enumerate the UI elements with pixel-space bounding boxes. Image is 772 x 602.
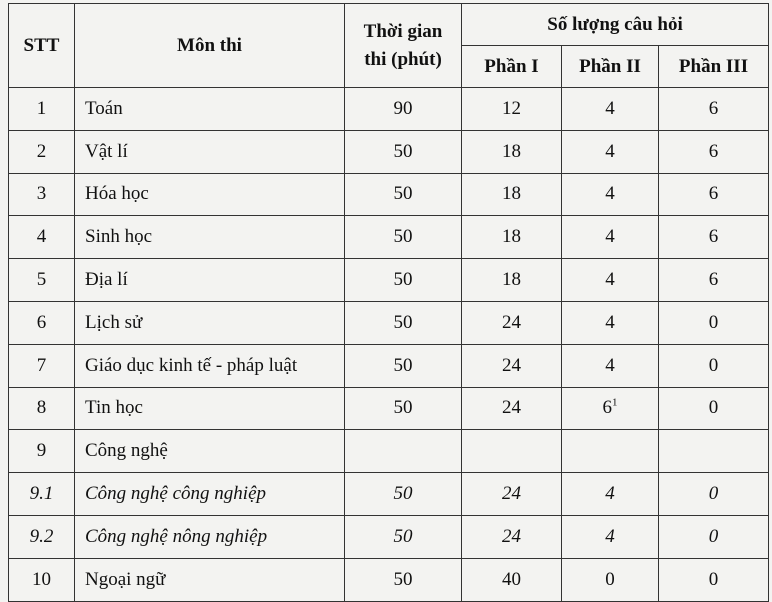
- time-cell: [345, 173, 462, 216]
- part1-cell-value: 24: [502, 311, 521, 333]
- table-row: [9, 387, 769, 430]
- time-cell: [345, 558, 462, 601]
- part2-cell: [562, 216, 659, 259]
- part3-cell: [659, 430, 769, 473]
- part1-cell-value: 24: [502, 397, 521, 419]
- part1-cell: [462, 387, 562, 430]
- part3-cell: [659, 88, 769, 131]
- part1-cell-value: 18: [502, 140, 521, 162]
- part1-cell: [462, 216, 562, 259]
- part2-cell-value: 0: [605, 568, 615, 590]
- part1-cell: [462, 301, 562, 344]
- stt-cell: [9, 216, 75, 259]
- part2-cell-value: 4: [605, 354, 615, 376]
- part1-cell: [462, 88, 562, 131]
- stt-cell-value: 10: [32, 568, 51, 590]
- time-cell-value: 50: [393, 397, 413, 419]
- subject-cell: [75, 130, 345, 173]
- table-body: [9, 88, 769, 602]
- part2-cell-value: 4: [605, 226, 615, 248]
- subject-cell-value: Toán: [85, 97, 123, 119]
- part1-cell-value: 18: [502, 226, 521, 248]
- subject-cell-value: Công nghệ nông nghiệp: [85, 525, 268, 547]
- stt-cell-value: 4: [36, 226, 47, 248]
- table-row: [9, 344, 769, 387]
- part2-cell-value: 4: [605, 269, 615, 291]
- subject-cell-value: Lịch sử: [85, 311, 143, 333]
- part3-cell-value: 0: [708, 311, 719, 333]
- stt-cell: [9, 173, 75, 216]
- subject-cell: [75, 301, 345, 344]
- stt-cell-value: 9.1: [29, 483, 54, 505]
- part1-cell-value: 24: [502, 483, 521, 505]
- part1-cell-value: 18: [502, 269, 521, 291]
- part1-cell: [462, 430, 562, 473]
- header-subject: Môn thi: [75, 4, 345, 88]
- stt-cell: [9, 515, 75, 558]
- header-part-1: Phần I: [462, 46, 562, 88]
- stt-cell-value: 8: [36, 397, 47, 419]
- stt-cell: [9, 130, 75, 173]
- header-time-line2: thi (phút): [364, 48, 442, 70]
- part2-cell: [562, 515, 659, 558]
- stt-cell: [9, 301, 75, 344]
- part2-cell: [562, 173, 659, 216]
- part3-cell-value: 0: [708, 483, 719, 505]
- part3-cell-value: 0: [708, 354, 719, 376]
- time-cell-value: 50: [393, 525, 413, 547]
- subject-cell: [75, 430, 345, 473]
- subject-cell: [75, 558, 345, 601]
- time-cell: [345, 130, 462, 173]
- table-row: [9, 130, 769, 173]
- part3-cell-value: 0: [708, 397, 719, 419]
- subject-cell: [75, 259, 345, 302]
- part2-cell-value: 4: [605, 97, 615, 119]
- part3-cell-value: 6: [708, 226, 719, 248]
- part2-cell-value: 4: [605, 183, 615, 205]
- subject-cell: [75, 216, 345, 259]
- time-cell-value: 50: [393, 483, 413, 505]
- stt-cell-value: 9.2: [29, 525, 54, 547]
- part3-cell: [659, 259, 769, 302]
- time-cell-value: 50: [393, 140, 413, 162]
- part1-cell: [462, 473, 562, 516]
- time-cell: [345, 430, 462, 473]
- time-cell-value: 50: [393, 226, 413, 248]
- part3-cell: [659, 515, 769, 558]
- subject-cell-value: Giáo dục kinh tế - pháp luật: [85, 354, 298, 376]
- table-row: [9, 558, 769, 601]
- part3-cell-value: 0: [708, 525, 719, 547]
- part2-cell: [562, 130, 659, 173]
- part3-cell: [659, 130, 769, 173]
- part1-cell-value: 18: [502, 183, 521, 205]
- stt-cell-value: 3: [36, 183, 47, 205]
- subject-cell-value: Công nghệ: [85, 440, 168, 462]
- subject-cell-value: Ngoại ngữ: [85, 568, 166, 590]
- stt-cell: [9, 344, 75, 387]
- table-row: [9, 88, 769, 131]
- part2-cell-value: 4: [605, 311, 615, 333]
- stt-cell: [9, 88, 75, 131]
- subject-cell-value: Công nghệ công nghiệp: [85, 483, 267, 505]
- part3-cell: [659, 344, 769, 387]
- subject-cell: [75, 473, 345, 516]
- stt-cell-value: 6: [36, 311, 47, 333]
- stt-cell-value: 2: [36, 140, 47, 162]
- part3-cell: [659, 387, 769, 430]
- part2-cell: [562, 88, 659, 131]
- stt-cell: [9, 558, 75, 601]
- time-cell: [345, 387, 462, 430]
- table-header: [9, 4, 769, 88]
- part2-cell: [562, 259, 659, 302]
- part2-cell: [562, 558, 659, 601]
- time-cell-value: 50: [393, 269, 413, 291]
- part3-cell: [659, 558, 769, 601]
- subject-cell-value: Tin học: [85, 397, 143, 419]
- table-row: [9, 301, 769, 344]
- table-row: [9, 216, 769, 259]
- time-cell-value: 50: [393, 311, 413, 333]
- time-cell: [345, 259, 462, 302]
- part1-cell-value: 40: [502, 568, 521, 590]
- header-exam-time: [345, 4, 462, 88]
- part2-cell-value: 6: [602, 397, 612, 419]
- table-row: [9, 515, 769, 558]
- part1-cell: [462, 515, 562, 558]
- part1-cell-value: 24: [502, 525, 521, 547]
- header-part-2: Phần II: [562, 46, 659, 88]
- stt-cell-value: 7: [36, 354, 47, 376]
- part1-cell-value: 12: [502, 97, 521, 119]
- subject-cell-value: Vật lí: [85, 140, 128, 162]
- part3-cell: [659, 173, 769, 216]
- stt-cell-value: 5: [36, 269, 47, 291]
- part3-cell-value: 6: [708, 183, 719, 205]
- time-cell: [345, 216, 462, 259]
- time-cell: [345, 301, 462, 344]
- header-part-3: Phần III: [659, 46, 769, 88]
- part1-cell: [462, 259, 562, 302]
- part3-cell-value: 0: [708, 568, 719, 590]
- table-row: [9, 430, 769, 473]
- part2-cell: [562, 430, 659, 473]
- time-cell-value: 90: [393, 97, 413, 119]
- part3-cell: [659, 473, 769, 516]
- part2-cell-value: 4: [605, 525, 615, 547]
- table-row: [9, 173, 769, 216]
- part3-cell-value: 6: [708, 269, 719, 291]
- time-cell-value: 50: [393, 568, 413, 590]
- stt-cell: [9, 387, 75, 430]
- time-cell: [345, 344, 462, 387]
- part3-cell-value: 6: [708, 140, 719, 162]
- stt-cell-value: 1: [36, 97, 47, 119]
- part1-cell: [462, 130, 562, 173]
- subject-cell: [75, 515, 345, 558]
- time-cell-value: 50: [393, 183, 413, 205]
- time-cell: [345, 88, 462, 131]
- part3-cell: [659, 301, 769, 344]
- table-row: [9, 259, 769, 302]
- subject-cell: [75, 88, 345, 131]
- header-stt: STT: [9, 4, 75, 88]
- time-cell: [345, 515, 462, 558]
- part3-cell-value: 6: [708, 97, 719, 119]
- part1-cell-value: 24: [502, 354, 521, 376]
- subject-cell-value: Sinh học: [85, 226, 153, 248]
- table-row: [9, 473, 769, 516]
- part3-cell: [659, 216, 769, 259]
- subject-cell-value: Hóa học: [85, 183, 149, 205]
- part2-cell-value: 4: [605, 140, 615, 162]
- stt-cell: [9, 430, 75, 473]
- part2-cell: [562, 344, 659, 387]
- subject-cell-value: Địa lí: [85, 269, 128, 291]
- exam-structure-table: [8, 3, 769, 602]
- header-time-line1: Thời gian: [363, 20, 443, 42]
- time-cell: [345, 473, 462, 516]
- stt-cell: [9, 259, 75, 302]
- subject-cell: [75, 387, 345, 430]
- part1-cell: [462, 344, 562, 387]
- part1-cell: [462, 558, 562, 601]
- part2-cell: [562, 473, 659, 516]
- footnote-marker: 1: [612, 397, 618, 410]
- stt-cell-value: 9: [36, 440, 47, 462]
- subject-cell: [75, 173, 345, 216]
- part2-cell: [562, 387, 659, 430]
- subject-cell: [75, 344, 345, 387]
- part2-cell-value: 4: [605, 483, 615, 505]
- time-cell-value: 50: [393, 354, 413, 376]
- part1-cell: [462, 173, 562, 216]
- header-question-count: Số lượng câu hỏi: [462, 4, 769, 46]
- stt-cell: [9, 473, 75, 516]
- part2-cell: [562, 301, 659, 344]
